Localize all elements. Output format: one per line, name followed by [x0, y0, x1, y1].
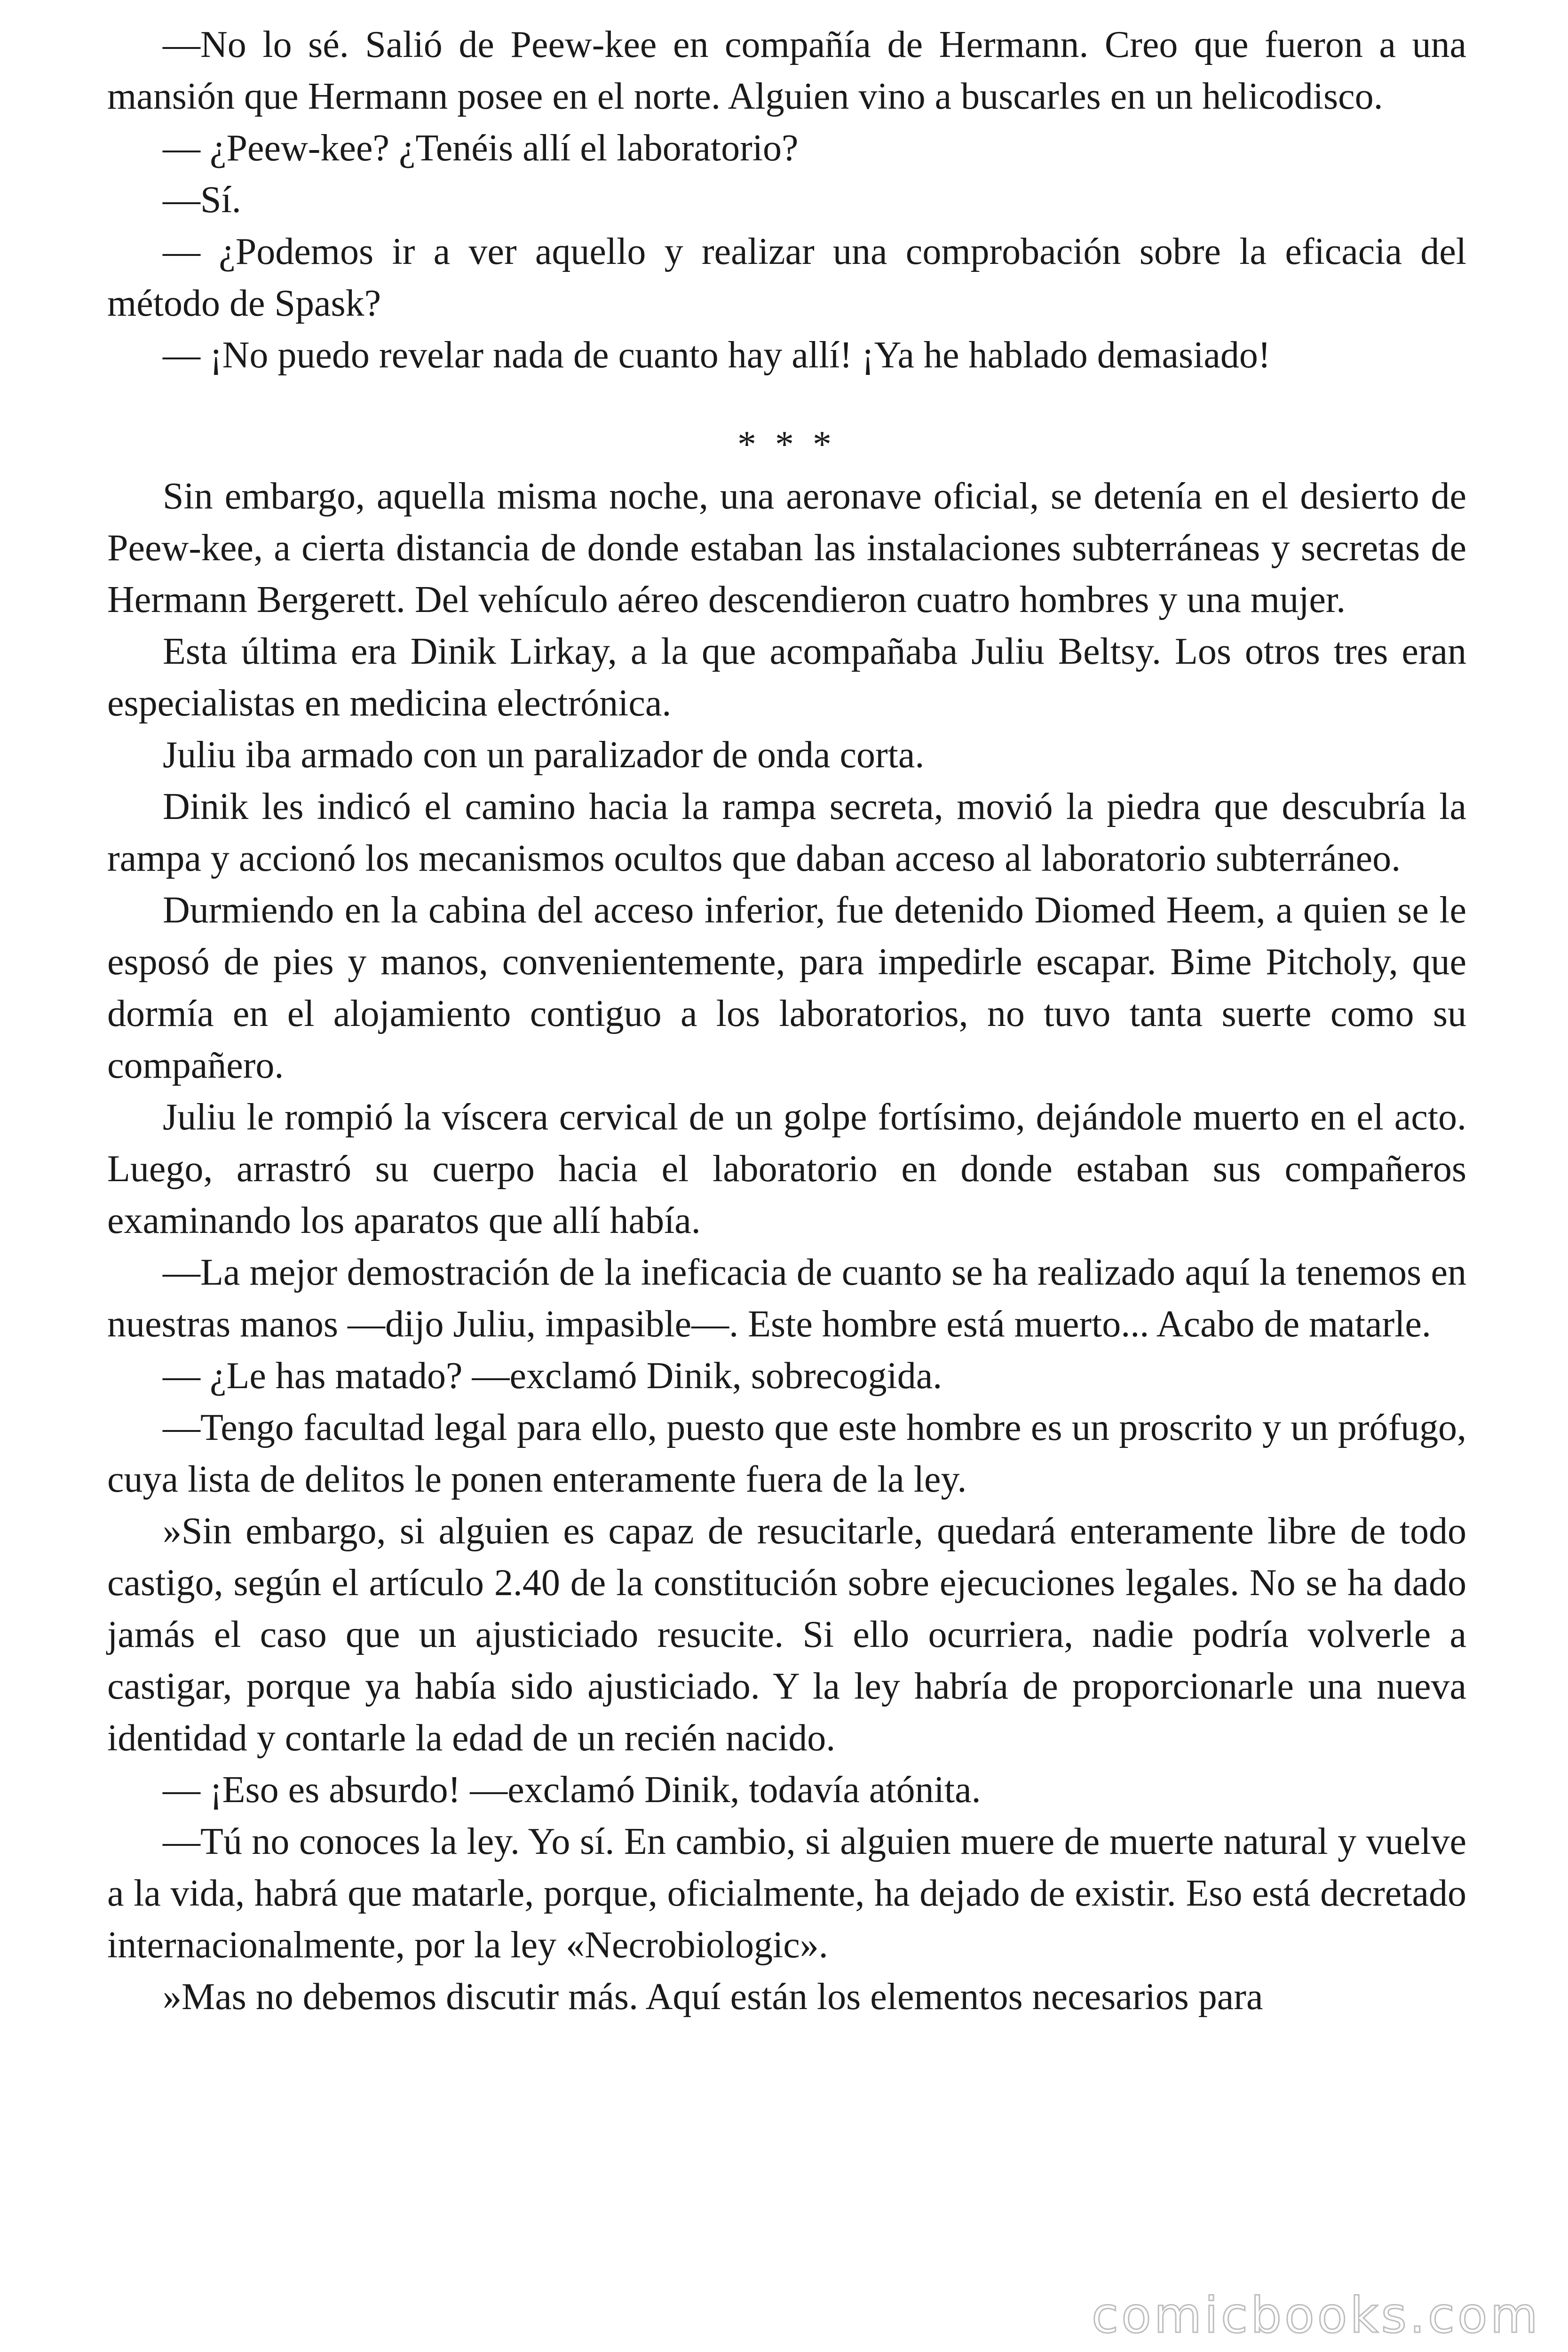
paragraph-11: Juliu le rompió la víscera cervical de un golpe fortísimo, dejándole muerto en el acto. Luego, arrastró su cuerpo hacia el laboratorio en donde estaban sus compañeros examinando los aparatos que allí había.: [107, 1097, 1466, 1241]
paragraph-14: —Tengo facultad legal para ello, puesto que este hombre es un proscrito y un prófugo, cuya lista de delitos le ponen enteramente fuera de la ley.: [107, 1407, 1466, 1500]
paragraph-16: — ¡Eso es absurdo! —exclamó Dinik, todavía atónita.: [163, 1769, 981, 1811]
paragraph-6: Sin embargo, aquella misma noche, una aeronave oficial, se detenía en el desierto de Peew-kee, a cierta distancia de donde estaban las instalaciones subterráneas y secretas de Hermann Bergerett. Del vehículo aéreo descendieron cuatro hombres y una mujer.: [107, 476, 1466, 620]
paragraph-17: —Tú no conoces la ley. Yo sí. En cambio, si alguien muere de muerte natural y vuelve a la vida, habrá que matarle, porque, oficialmente, ha dejado de existir. Eso está decretado internacionalmente, por la ley «Necrobiologic».: [107, 1821, 1466, 1966]
paragraph-7: Esta última era Dinik Lirkay, a la que acompañaba Juliu Beltsy. Los otros tres eran especialistas en medicina electrónica.: [107, 631, 1466, 724]
paragraph-5: — ¡No puedo revelar nada de cuanto hay allí! ¡Ya he hablado demasiado!: [163, 334, 1271, 376]
paragraph-2: — ¿Peew-kee? ¿Tenéis allí el laboratorio?: [163, 127, 799, 169]
paragraph-15: »Sin embargo, si alguien es capaz de resucitarle, quedará enteramente libre de todo castigo, según el artículo 2.40 de la constitución sobre ejecuciones legales. No se ha dado jamás el caso que un ajusticiado resucite. Si ello ocurriera, nadie podría volverle a castigar, porque ya había sido ajusticiado. Y la ley habría de proporcionarle una nueva identidad y contarle la edad de un recién nacido.: [107, 1510, 1466, 1759]
paragraph-3: —Sí.: [163, 179, 241, 221]
section-separator: * * *: [737, 424, 836, 465]
paragraph-18: »Mas no debemos discutir más. Aquí están los elementos necesarios para: [163, 1976, 1263, 2018]
paragraph-10: Durmiendo en la cabina del acceso inferior, fue detenido Diomed Heem, a quien se le esposó de pies y manos, convenientemente, para impedirle escapar. Bime Pitcholy, que dormía en el alojamiento contiguo a los laboratorios, no tuvo tanta suerte como su compañero.: [107, 890, 1466, 1086]
paragraph-8: Juliu iba armado con un paralizador de onda corta.: [163, 734, 925, 776]
paragraph-4: — ¿Podemos ir a ver aquello y realizar una comprobación sobre la eficacia del método de Spask?: [107, 231, 1466, 324]
watermark-logo: comicbooks.com: [1091, 2287, 1541, 2344]
book-page-text: [107, 19, 1466, 2023]
paragraph-9: Dinik les indicó el camino hacia la rampa secreta, movió la piedra que descubría la rampa y accionó los mecanismos ocultos que daban acceso al laboratorio subterráneo.: [107, 786, 1466, 879]
paragraph-13: — ¿Le has matado? —exclamó Dinik, sobrecogida.: [163, 1355, 942, 1397]
paragraph-12: —La mejor demostración de la ineficacia de cuanto se ha realizado aquí la tenemos en nuestras manos —dijo Juliu, impasible—. Este hombre está muerto... Acabo de matarle.: [107, 1252, 1466, 1345]
paragraph-1: —No lo sé. Salió de Peew-kee en compañía de Hermann. Creo que fueron a una mansión que Hermann posee en el norte. Alguien vino a buscarles en un helicodisco.: [107, 24, 1466, 117]
